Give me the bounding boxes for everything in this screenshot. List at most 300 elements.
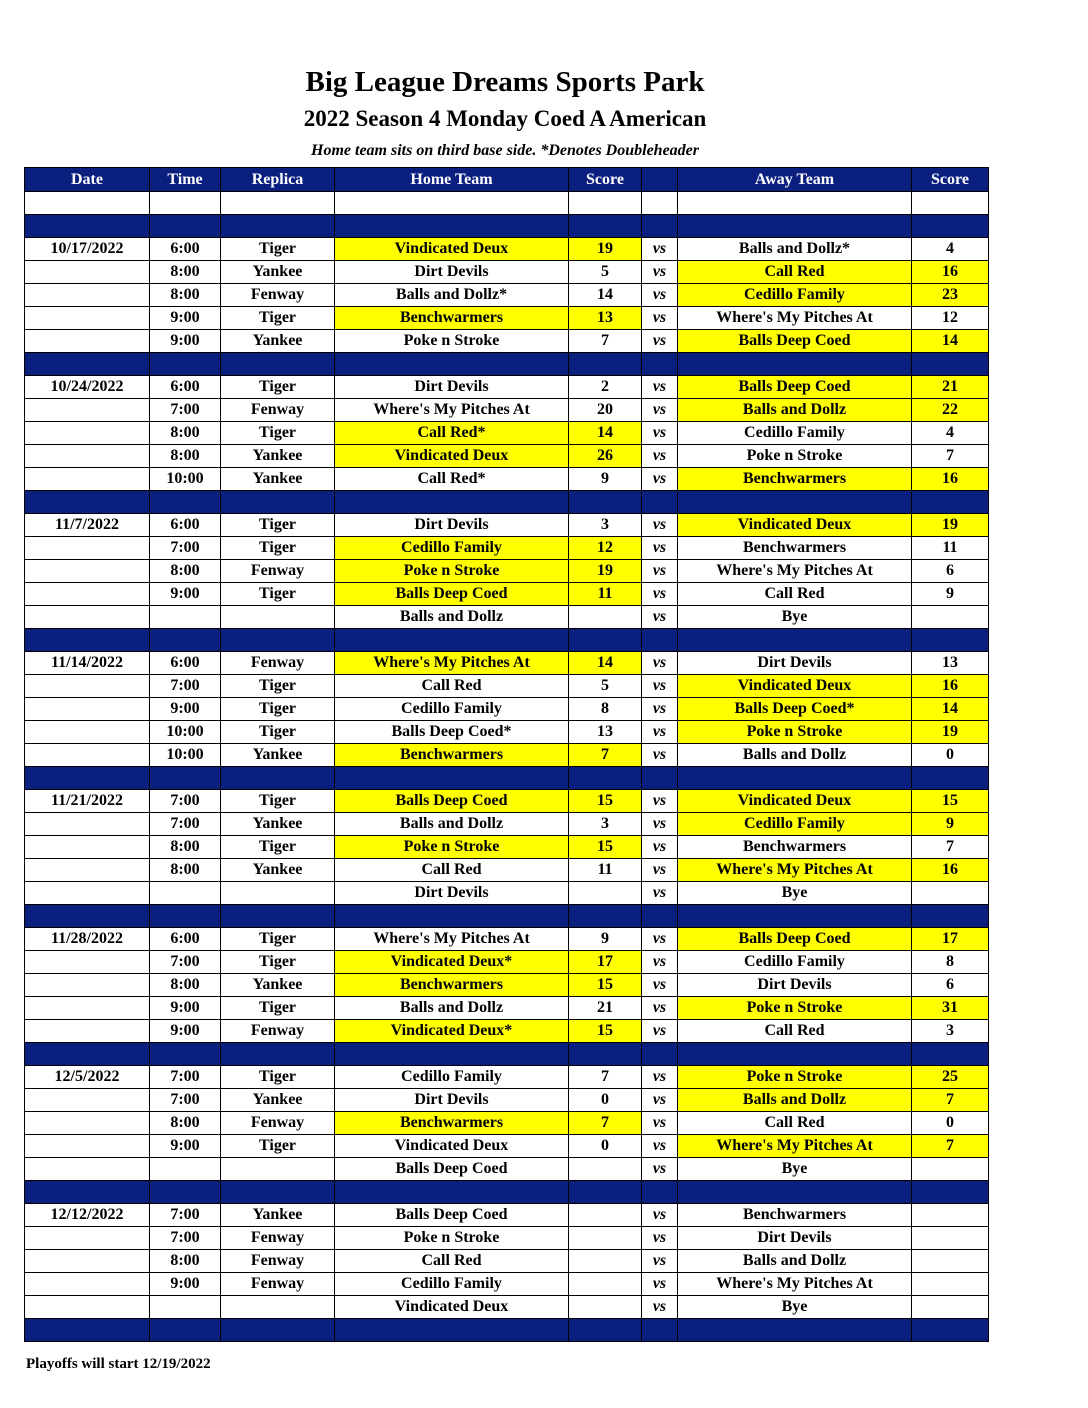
field-replica: Tiger [221, 307, 335, 330]
field-replica: Fenway [221, 1112, 335, 1135]
week-separator [25, 353, 989, 376]
home-team: Dirt Devils [335, 514, 569, 537]
week-date [25, 560, 150, 583]
home-score: 13 [569, 307, 642, 330]
week-date: 11/14/2022 [25, 652, 150, 675]
home-score: 15 [569, 836, 642, 859]
empty-cell [678, 1319, 912, 1342]
away-team: Balls and Dollz* [678, 238, 912, 261]
away-score: 13 [912, 652, 989, 675]
game-row [25, 606, 989, 629]
away-team: Where's My Pitches At [678, 1273, 912, 1296]
empty-cell [335, 1181, 569, 1204]
empty-cell [221, 215, 335, 238]
game-time: 8:00 [150, 284, 221, 307]
header-away-score: Score [912, 168, 989, 192]
home-score: 15 [569, 1020, 642, 1043]
home-team: Cedillo Family [335, 1066, 569, 1089]
empty-cell [221, 1181, 335, 1204]
game-time: 6:00 [150, 652, 221, 675]
field-replica: Tiger [221, 675, 335, 698]
away-score [912, 606, 989, 629]
week-separator [25, 491, 989, 514]
away-score: 9 [912, 583, 989, 606]
game-row [25, 422, 989, 445]
field-replica: Tiger [221, 583, 335, 606]
field-replica: Yankee [221, 813, 335, 836]
away-score: 23 [912, 284, 989, 307]
week-date [25, 399, 150, 422]
empty-cell [912, 353, 989, 376]
empty-cell [642, 1319, 678, 1342]
empty-cell [335, 491, 569, 514]
empty-cell [25, 767, 150, 790]
home-score [569, 1250, 642, 1273]
empty-cell [678, 215, 912, 238]
home-team: Benchwarmers [335, 744, 569, 767]
game-time: 7:00 [150, 1204, 221, 1227]
field-replica: Tiger [221, 997, 335, 1020]
game-time: 7:00 [150, 1066, 221, 1089]
game-row [25, 744, 989, 767]
header-home-score: Score [569, 168, 642, 192]
away-score: 15 [912, 790, 989, 813]
away-team: Balls and Dollz [678, 1089, 912, 1112]
vs-label: vs [642, 1020, 678, 1043]
home-score: 8 [569, 698, 642, 721]
game-time: 9:00 [150, 997, 221, 1020]
game-time: 9:00 [150, 330, 221, 353]
game-row [25, 813, 989, 836]
game-time: 10:00 [150, 468, 221, 491]
away-team: Dirt Devils [678, 974, 912, 997]
empty-cell [221, 1319, 335, 1342]
away-score: 6 [912, 974, 989, 997]
game-time: 8:00 [150, 1250, 221, 1273]
away-team: Where's My Pitches At [678, 560, 912, 583]
game-time: 7:00 [150, 790, 221, 813]
away-team: Vindicated Deux [678, 790, 912, 813]
home-score: 13 [569, 721, 642, 744]
vs-label: vs [642, 859, 678, 882]
away-team: Bye [678, 606, 912, 629]
home-team: Benchwarmers [335, 307, 569, 330]
vs-label: vs [642, 376, 678, 399]
week-date [25, 813, 150, 836]
game-time: 8:00 [150, 560, 221, 583]
empty-cell [25, 192, 150, 215]
away-score: 9 [912, 813, 989, 836]
away-score: 17 [912, 928, 989, 951]
game-time: 7:00 [150, 537, 221, 560]
vs-label: vs [642, 583, 678, 606]
schedule-body [25, 192, 989, 1342]
empty-cell [150, 215, 221, 238]
empty-cell [569, 192, 642, 215]
field-replica: Yankee [221, 744, 335, 767]
vs-label: vs [642, 307, 678, 330]
game-time: 8:00 [150, 422, 221, 445]
game-time: 9:00 [150, 307, 221, 330]
game-time: 8:00 [150, 974, 221, 997]
game-row [25, 1158, 989, 1181]
home-score: 15 [569, 790, 642, 813]
vs-label: vs [642, 1204, 678, 1227]
home-score: 14 [569, 422, 642, 445]
game-row [25, 928, 989, 951]
home-score: 12 [569, 537, 642, 560]
empty-cell [642, 1043, 678, 1066]
empty-cell [569, 767, 642, 790]
vs-label: vs [642, 790, 678, 813]
home-score: 9 [569, 468, 642, 491]
empty-cell [150, 1319, 221, 1342]
away-team: Balls Deep Coed [678, 330, 912, 353]
field-replica: Tiger [221, 537, 335, 560]
week-date: 11/28/2022 [25, 928, 150, 951]
away-score: 25 [912, 1066, 989, 1089]
field-replica: Yankee [221, 330, 335, 353]
empty-cell [335, 1043, 569, 1066]
empty-cell [221, 1043, 335, 1066]
empty-cell [25, 1043, 150, 1066]
empty-cell [569, 215, 642, 238]
empty-cell [569, 1319, 642, 1342]
empty-cell [150, 905, 221, 928]
field-replica: Tiger [221, 928, 335, 951]
empty-cell [912, 215, 989, 238]
field-replica: Yankee [221, 1089, 335, 1112]
header-away-team: Away Team [678, 168, 912, 192]
game-time [150, 606, 221, 629]
empty-cell [150, 353, 221, 376]
home-score: 5 [569, 675, 642, 698]
home-team: Poke n Stroke [335, 1227, 569, 1250]
vs-label: vs [642, 928, 678, 951]
game-row [25, 721, 989, 744]
empty-cell [912, 629, 989, 652]
field-replica: Fenway [221, 284, 335, 307]
home-team: Balls Deep Coed* [335, 721, 569, 744]
week-separator [25, 629, 989, 652]
home-team: Dirt Devils [335, 261, 569, 284]
week-date: 11/7/2022 [25, 514, 150, 537]
away-score [912, 1296, 989, 1319]
empty-cell [642, 215, 678, 238]
game-time: 7:00 [150, 399, 221, 422]
home-score: 0 [569, 1089, 642, 1112]
home-team: Benchwarmers [335, 1112, 569, 1135]
away-team: Benchwarmers [678, 468, 912, 491]
week-separator [25, 1181, 989, 1204]
away-score: 31 [912, 997, 989, 1020]
home-team: Dirt Devils [335, 376, 569, 399]
empty-cell [150, 491, 221, 514]
home-team: Dirt Devils [335, 1089, 569, 1112]
home-team: Balls and Dollz* [335, 284, 569, 307]
game-row [25, 1227, 989, 1250]
schedule-note: Home team sits on third base side. *Denotes Doubleheader [311, 142, 699, 159]
empty-cell [221, 905, 335, 928]
home-team: Balls Deep Coed [335, 1204, 569, 1227]
game-row [25, 514, 989, 537]
empty-cell [678, 629, 912, 652]
week-separator [25, 767, 989, 790]
home-team: Benchwarmers [335, 974, 569, 997]
week-date [25, 675, 150, 698]
week-date: 10/17/2022 [25, 238, 150, 261]
empty-cell [221, 767, 335, 790]
home-score: 19 [569, 238, 642, 261]
home-score [569, 1158, 642, 1181]
game-time [150, 1296, 221, 1319]
game-time: 9:00 [150, 698, 221, 721]
game-row [25, 330, 989, 353]
vs-label: vs [642, 560, 678, 583]
away-team: Vindicated Deux [678, 675, 912, 698]
home-score [569, 1296, 642, 1319]
vs-label: vs [642, 330, 678, 353]
away-team: Balls and Dollz [678, 399, 912, 422]
game-row [25, 307, 989, 330]
empty-cell [642, 192, 678, 215]
home-team: Call Red [335, 859, 569, 882]
empty-cell [221, 629, 335, 652]
vs-label: vs [642, 1066, 678, 1089]
home-team: Balls and Dollz [335, 813, 569, 836]
away-team: Call Red [678, 583, 912, 606]
away-score [912, 1250, 989, 1273]
home-team: Vindicated Deux [335, 1296, 569, 1319]
empty-cell [150, 1181, 221, 1204]
away-score: 16 [912, 859, 989, 882]
week-date [25, 1135, 150, 1158]
home-score [569, 1204, 642, 1227]
away-score [912, 1158, 989, 1181]
game-time: 8:00 [150, 261, 221, 284]
home-score: 21 [569, 997, 642, 1020]
away-team: Balls and Dollz [678, 744, 912, 767]
vs-label: vs [642, 399, 678, 422]
game-time: 7:00 [150, 1227, 221, 1250]
empty-cell [569, 1043, 642, 1066]
week-date [25, 836, 150, 859]
home-team: Where's My Pitches At [335, 652, 569, 675]
game-row [25, 445, 989, 468]
away-team: Bye [678, 1158, 912, 1181]
empty-cell [678, 905, 912, 928]
home-score: 20 [569, 399, 642, 422]
field-replica: Tiger [221, 951, 335, 974]
blank-row [25, 192, 989, 215]
game-row [25, 997, 989, 1020]
empty-cell [642, 629, 678, 652]
home-team: Vindicated Deux* [335, 951, 569, 974]
game-time: 9:00 [150, 1273, 221, 1296]
away-team: Balls Deep Coed [678, 376, 912, 399]
vs-label: vs [642, 974, 678, 997]
empty-cell [221, 491, 335, 514]
week-date [25, 744, 150, 767]
game-time: 9:00 [150, 1020, 221, 1043]
home-score: 17 [569, 951, 642, 974]
field-replica: Tiger [221, 376, 335, 399]
week-date [25, 1273, 150, 1296]
playoffs-note: Playoffs will start 12/19/2022 [26, 1356, 211, 1372]
empty-cell [569, 629, 642, 652]
header-home-team: Home Team [335, 168, 569, 192]
home-score: 7 [569, 1112, 642, 1135]
field-replica: Tiger [221, 721, 335, 744]
field-replica: Tiger [221, 422, 335, 445]
away-team: Where's My Pitches At [678, 859, 912, 882]
away-score: 21 [912, 376, 989, 399]
game-row [25, 836, 989, 859]
home-score: 0 [569, 1135, 642, 1158]
home-score [569, 606, 642, 629]
away-team: Balls and Dollz [678, 1250, 912, 1273]
away-score [912, 1204, 989, 1227]
home-score [569, 1273, 642, 1296]
week-date [25, 284, 150, 307]
home-score: 3 [569, 813, 642, 836]
away-team: Poke n Stroke [678, 445, 912, 468]
game-time [150, 1158, 221, 1181]
away-score: 0 [912, 1112, 989, 1135]
field-replica: Fenway [221, 1273, 335, 1296]
away-score: 14 [912, 330, 989, 353]
week-date [25, 468, 150, 491]
game-time: 9:00 [150, 1135, 221, 1158]
vs-label: vs [642, 422, 678, 445]
home-score: 14 [569, 652, 642, 675]
week-date [25, 422, 150, 445]
away-score [912, 1273, 989, 1296]
field-replica [221, 1296, 335, 1319]
away-score: 19 [912, 721, 989, 744]
empty-cell [335, 353, 569, 376]
field-replica: Fenway [221, 1020, 335, 1043]
home-team: Dirt Devils [335, 882, 569, 905]
week-separator [25, 215, 989, 238]
week-date [25, 1296, 150, 1319]
empty-cell [150, 767, 221, 790]
empty-cell [912, 1319, 989, 1342]
empty-cell [335, 1319, 569, 1342]
week-date [25, 882, 150, 905]
away-score: 7 [912, 1135, 989, 1158]
home-score: 11 [569, 583, 642, 606]
away-score: 22 [912, 399, 989, 422]
home-score: 14 [569, 284, 642, 307]
empty-cell [25, 353, 150, 376]
empty-cell [335, 215, 569, 238]
vs-label: vs [642, 997, 678, 1020]
vs-label: vs [642, 468, 678, 491]
vs-label: vs [642, 606, 678, 629]
away-score: 19 [912, 514, 989, 537]
empty-cell [642, 767, 678, 790]
home-team: Vindicated Deux [335, 238, 569, 261]
away-score: 6 [912, 560, 989, 583]
home-team: Poke n Stroke [335, 330, 569, 353]
week-date [25, 1250, 150, 1273]
game-row [25, 560, 989, 583]
field-replica: Fenway [221, 1227, 335, 1250]
game-row [25, 284, 989, 307]
game-time: 7:00 [150, 951, 221, 974]
vs-label: vs [642, 652, 678, 675]
field-replica: Tiger [221, 790, 335, 813]
away-score [912, 1227, 989, 1250]
game-time: 7:00 [150, 675, 221, 698]
empty-cell [642, 1181, 678, 1204]
empty-cell [642, 491, 678, 514]
home-team: Call Red* [335, 422, 569, 445]
field-replica: Yankee [221, 1204, 335, 1227]
home-team: Balls Deep Coed [335, 790, 569, 813]
field-replica: Tiger [221, 698, 335, 721]
week-date: 12/5/2022 [25, 1066, 150, 1089]
week-separator [25, 1043, 989, 1066]
empty-cell [642, 905, 678, 928]
away-team: Dirt Devils [678, 1227, 912, 1250]
week-date [25, 951, 150, 974]
game-row [25, 882, 989, 905]
home-team: Vindicated Deux [335, 445, 569, 468]
week-date [25, 537, 150, 560]
game-time [150, 882, 221, 905]
game-row [25, 1066, 989, 1089]
away-team: Benchwarmers [678, 1204, 912, 1227]
game-time: 8:00 [150, 836, 221, 859]
home-team: Vindicated Deux [335, 1135, 569, 1158]
week-separator [25, 1319, 989, 1342]
away-team: Bye [678, 1296, 912, 1319]
game-row [25, 261, 989, 284]
away-team: Poke n Stroke [678, 997, 912, 1020]
game-time: 6:00 [150, 376, 221, 399]
empty-cell [678, 491, 912, 514]
game-row [25, 652, 989, 675]
empty-cell [678, 1043, 912, 1066]
vs-label: vs [642, 721, 678, 744]
empty-cell [912, 192, 989, 215]
away-team: Call Red [678, 1112, 912, 1135]
vs-label: vs [642, 744, 678, 767]
home-team: Balls and Dollz [335, 997, 569, 1020]
vs-label: vs [642, 836, 678, 859]
away-score: 7 [912, 445, 989, 468]
empty-cell [25, 905, 150, 928]
empty-cell [25, 629, 150, 652]
away-score: 7 [912, 836, 989, 859]
away-team: Cedillo Family [678, 951, 912, 974]
field-replica: Yankee [221, 974, 335, 997]
empty-cell [912, 1181, 989, 1204]
week-separator [25, 905, 989, 928]
game-row [25, 1273, 989, 1296]
field-replica: Fenway [221, 1250, 335, 1273]
away-score: 0 [912, 744, 989, 767]
home-score: 3 [569, 514, 642, 537]
empty-cell [150, 1043, 221, 1066]
home-team: Call Red [335, 675, 569, 698]
away-score: 7 [912, 1089, 989, 1112]
empty-cell [150, 192, 221, 215]
game-row [25, 468, 989, 491]
game-time: 6:00 [150, 928, 221, 951]
